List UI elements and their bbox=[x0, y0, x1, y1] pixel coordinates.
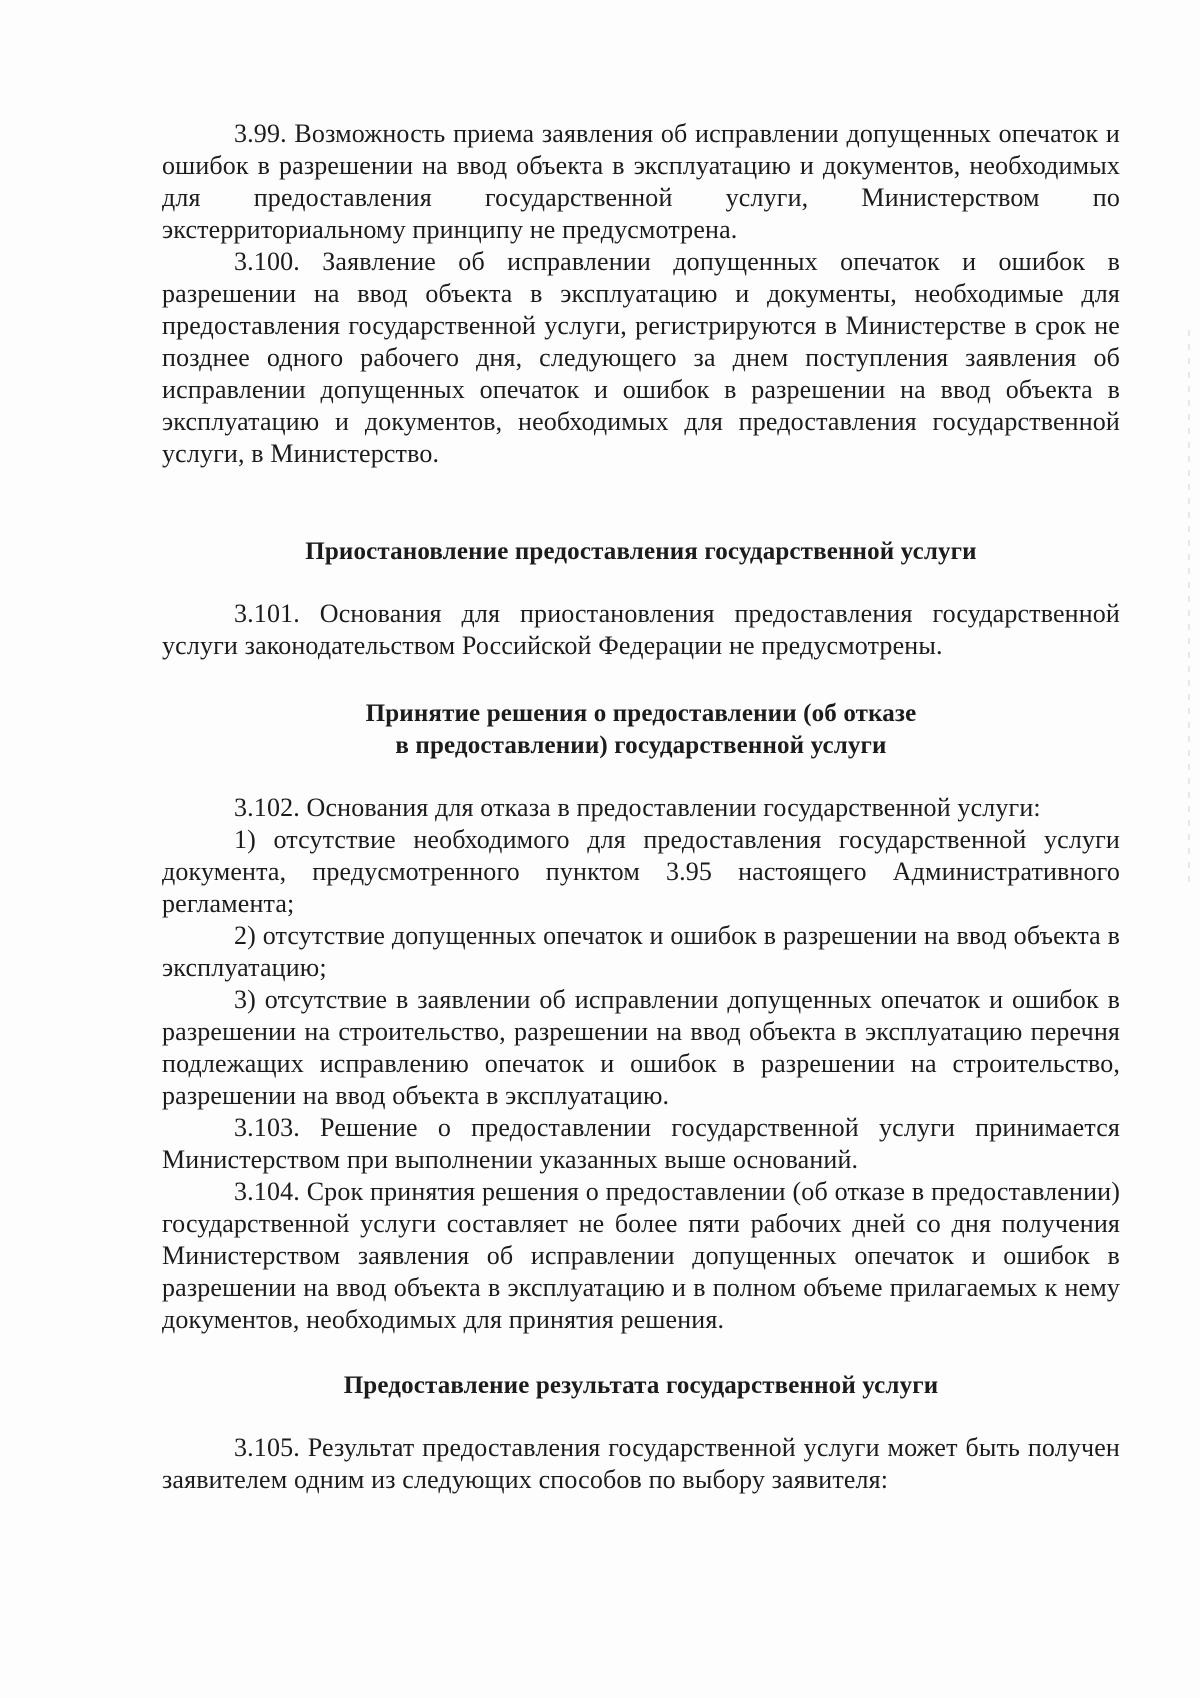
heading-decision-line1: Принятие решения о предоставлении (об отказе bbox=[365, 700, 917, 727]
paragraph-3-105: 3.105. Результат предоставления государственной услуги может быть получен заявителем одним из следующих способов по выбору заявителя: bbox=[162, 1433, 1120, 1494]
spacer bbox=[162, 470, 1120, 536]
list-item-1: 1) отсутствие необходимого для предоставления государственной услуги документа, предусмотренного пунктом 3.95 настоящего Административного регламента; bbox=[162, 825, 1120, 918]
spacer bbox=[162, 1336, 1120, 1370]
heading-decision bbox=[162, 698, 1120, 762]
spacer bbox=[162, 568, 1120, 598]
paragraph-3-99: 3.99. Возможность приема заявления об исправлении допущенных опечаток и ошибок в разрешении на ввод объекта в эксплуатацию и документов, необходимых для предоставления государственной услуги, Министерством по экстерриториальному принципу не предусмотрена. bbox=[162, 119, 1120, 244]
paragraph-3-103: 3.103. Решение о предоставлении государственной услуги принимается Министерством при выполнении указанных выше оснований. bbox=[162, 1113, 1120, 1174]
paragraph-3-102: 3.102. Основания для отказа в предоставлении государственной услуги: bbox=[234, 793, 1041, 822]
heading-decision-line2: в предоставлении) государственной услуги bbox=[395, 732, 887, 759]
list-item-3: 3) отсутствие в заявлении об исправлении допущенных опечаток и ошибок в разрешении на строительство, разрешении на ввод объекта в эксплуатацию перечня подлежащих исправлению опечаток и ошибок в разрешении на строительство, разрешении на ввод объекта в эксплуатацию. bbox=[162, 985, 1120, 1110]
spacer bbox=[162, 762, 1120, 792]
paragraph-3-100: 3.100. Заявление об исправлении допущенных опечаток и ошибок в разрешении на ввод объекта в эксплуатацию и документы, необходимые для предоставления государственной услуги, регистрируются в Министерстве в срок не позднее одного рабочего дня, следующего за днем поступления заявления об исправлении допущенных опечаток и ошибок в разрешении на ввод объекта в эксплуатацию и документов, необходимых для предоставления государственной услуги, в Министерство. bbox=[162, 247, 1120, 468]
document-body bbox=[162, 118, 1120, 1496]
spacer bbox=[162, 662, 1120, 698]
spacer bbox=[162, 1402, 1120, 1432]
paragraph-3-101: 3.101. Основания для приостановления предоставления государственной услуги законодательством Российской Федерации не предусмотрены. bbox=[162, 599, 1120, 660]
list-item-2: 2) отсутствие допущенных опечаток и ошибок в разрешении на ввод объекта в эксплуатацию; bbox=[162, 921, 1120, 982]
scan-edge-artifact bbox=[1188, 330, 1190, 890]
heading-result: Предоставление результата государственной услуги bbox=[343, 1372, 939, 1399]
heading-suspension: Приостановление предоставления государственной услуги bbox=[305, 538, 977, 565]
paragraph-3-104: 3.104. Срок принятия решения о предоставлении (об отказе в предоставлении) государственной услуги составляет не более пяти рабочих дней со дня получения Министерством заявления об исправлении допущенных опечаток и ошибок в разрешении на ввод объекта в эксплуатацию и в полном объеме прилагаемых к нему документов, необходимых для принятия решения. bbox=[162, 1177, 1120, 1334]
